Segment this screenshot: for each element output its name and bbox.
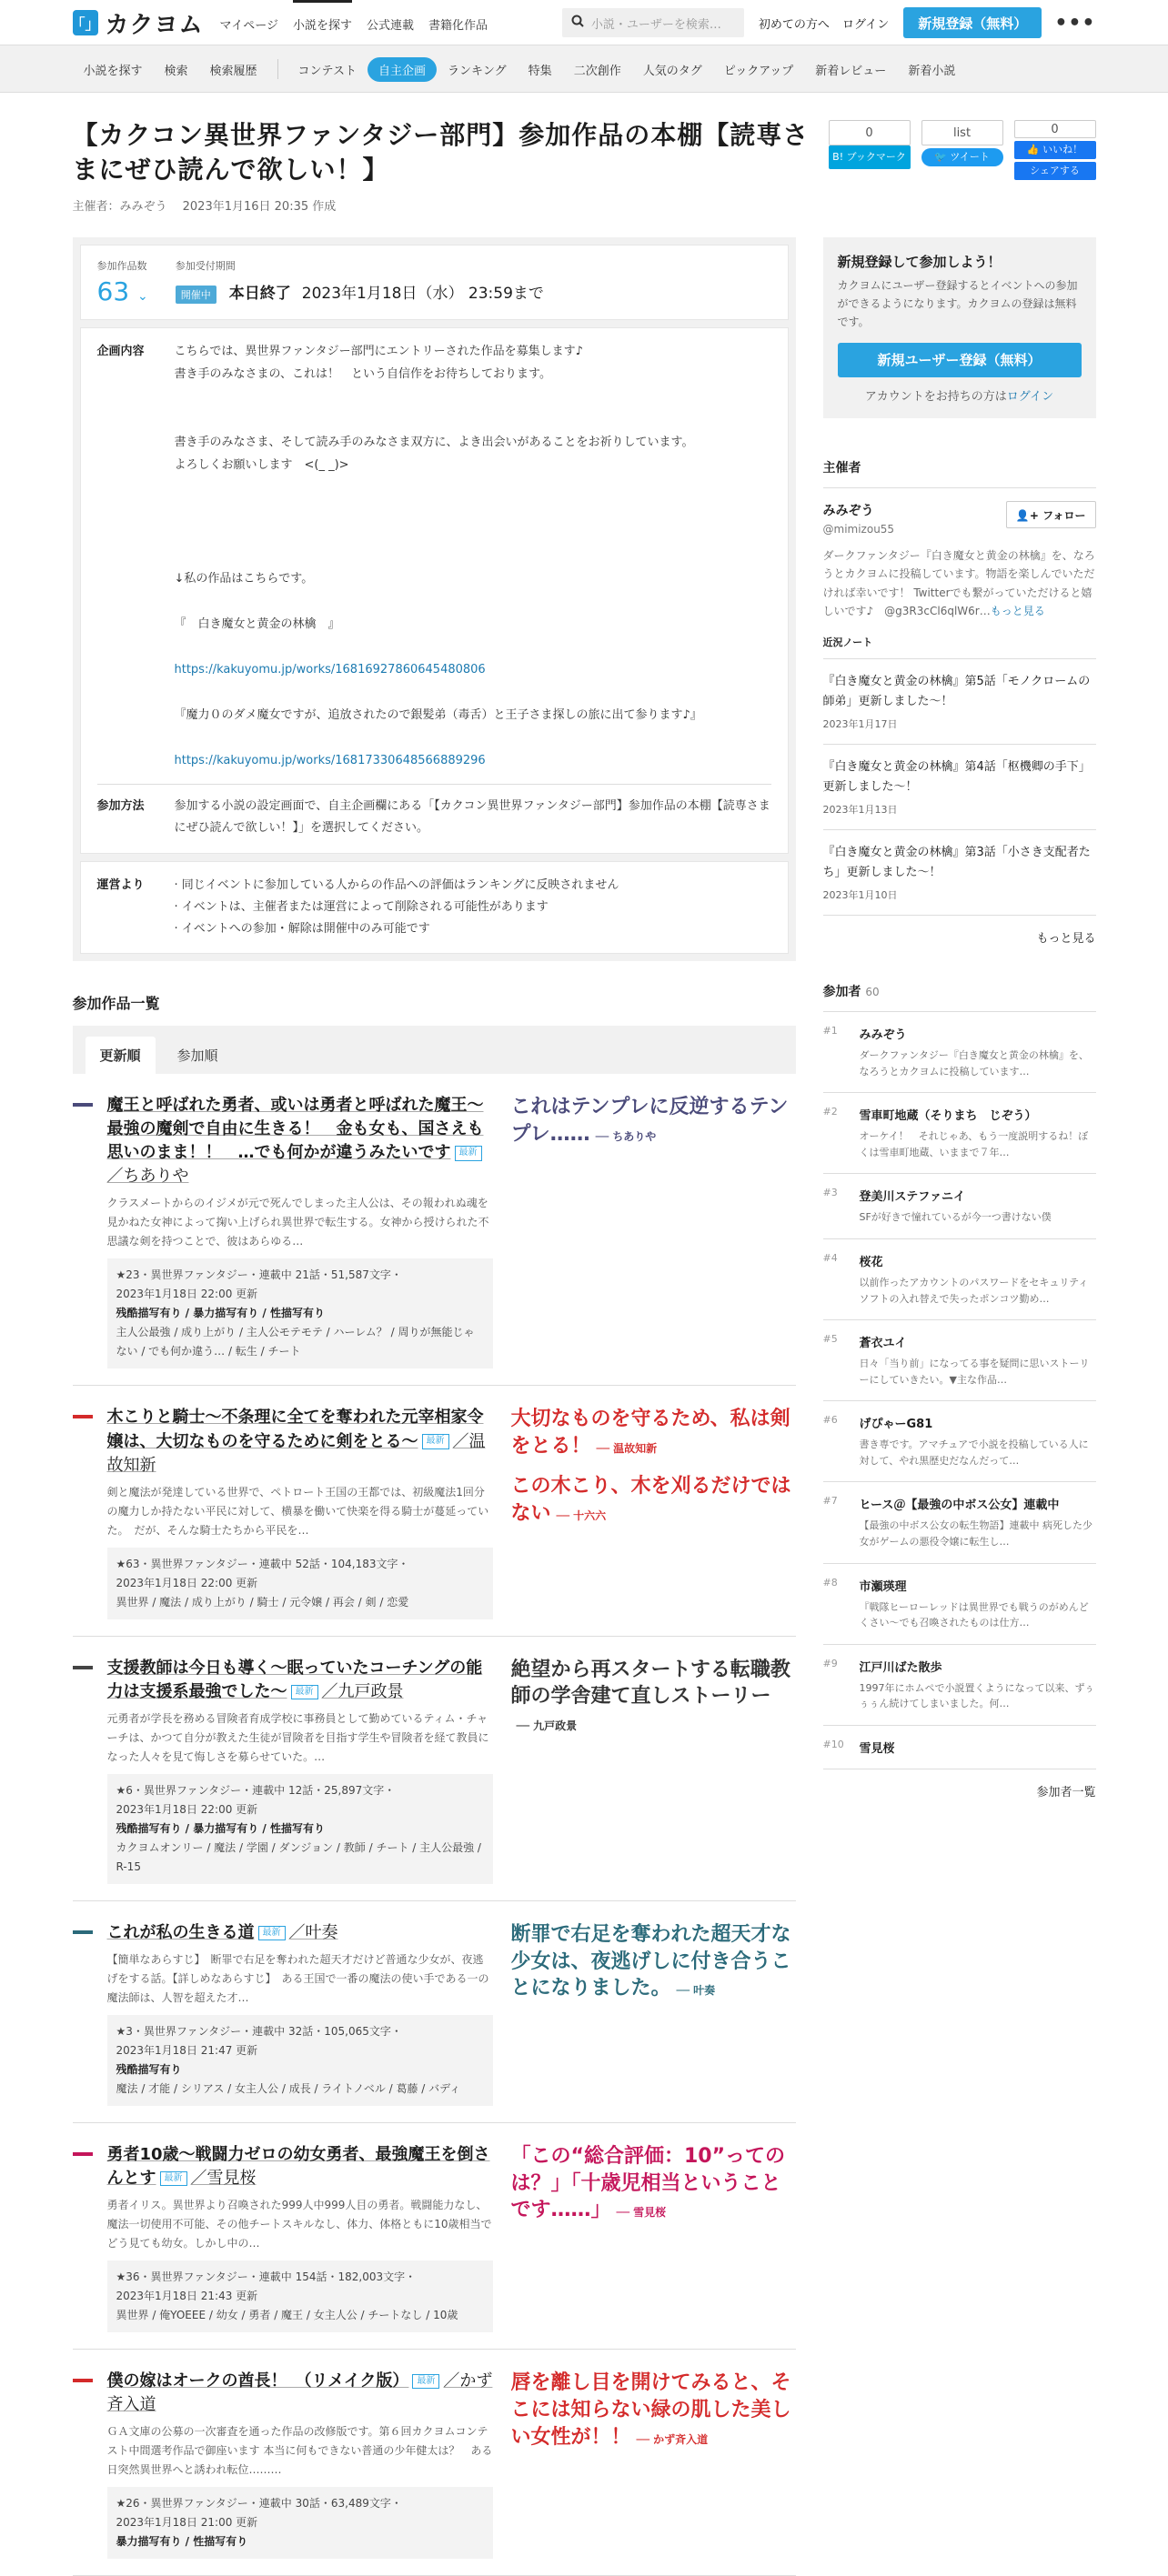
new-badge: 最新 [291,1685,318,1700]
participant-item[interactable]: #7 ヒース＠【最強の中ボス公女】連載中 【最強の中ボス公女の転生物語】連載中 病死した少女がゲームの悪役令嬢に転生し… [823,1482,1096,1563]
work-author[interactable]: ／かず斉入道 [106,2371,493,2415]
participant-item[interactable]: #3 登美川ステファニイ SFが好きで憧れているが今一つ書けない僕 [823,1174,1096,1239]
work-author[interactable]: ／ちありや [106,1167,189,1187]
genre-bar [73,1415,93,1418]
divider [277,59,278,79]
work-catchcopy: 唇を離し目を開けてみると、そこには知らない緑の肌した美しい女性が！！ ── かず斉入道 [510,2371,791,2449]
hatena-bookmark-button[interactable]: B! ブックマーク [829,145,911,169]
logo-text: カクヨム [105,11,204,39]
fb-like-label: いいね！ [1042,144,1083,155]
host-name[interactable]: みみぞう [822,503,874,518]
work-summary: 剣と魔法が発達している世界で、ペトロート王国の王都では、初級魔法1回分の魔力しか持たない平民に対して、横暴を働いて快楽を得る騎士が蔓延っていた。 だが、そんな騎士たちから平民を… [106,1485,489,1537]
share-buttons [829,120,1096,214]
works-tabs [73,1026,796,1074]
nav-mypage[interactable]: マイページ [219,19,278,33]
work-item [73,1901,796,2123]
new-badge: 最新 [422,1434,449,1449]
signup-button[interactable]: 新規ユーザー登録（無料） [838,343,1082,377]
global-nav [220,0,488,45]
work-link-1[interactable]: https://kakuyomu.jp/works/16816927860645480806 [174,662,486,677]
work-link-2[interactable]: https://kakuyomu.jp/works/16817330648566889296 [174,753,486,767]
tab-updated[interactable]: 更新順 [86,1037,156,1074]
ops-label: 運営より [96,877,145,892]
works-heading: 参加作品一覧 [72,995,160,1013]
nav-books[interactable]: 書籍化作品 [428,19,488,33]
work-catchcopy: 断罪で右足を奪われた超天才な少女は、夜逃げしに付き合うことになりました。 ── 叶奏 [510,1922,791,2000]
logo[interactable] [70,6,204,40]
tweet-count: list [921,120,1003,145]
hatena-count: 0 [829,120,911,145]
note-item[interactable]: 『白き魔女と黄金の林檎』第3話「小さき支配者たち」更新しました～！ 2023年1月10日 [823,830,1096,916]
sub-nav [0,45,1168,93]
search-icon [571,15,584,31]
tweet-button[interactable]: 🐦 ツイート [921,148,1003,166]
fb-count: 0 [1014,120,1096,138]
notes-more-link[interactable]: もっと見る [1036,931,1096,946]
new-badge: 最新 [412,2374,439,2390]
subnav-fanfic[interactable]: 二次創作 [573,64,621,78]
subnav-tags[interactable]: 人気のタグ [642,64,702,78]
work-summary: 勇者イリス。異世界より召喚された999人中999人目の勇者。戦闘能力なし、魔法一切使用不可能、その他チートスキルなし、体力、体格ともに10歳相当でどう見ても幼女。しかし中の… [106,2199,492,2250]
work-title[interactable]: 木こりと騎士〜不条理に全てを奪われた元宰相家令嬢は、大切なものを守るために剣をとる〜 最新 ／温故知新 [106,1408,486,1475]
nav-official[interactable]: 公式連載 [367,19,415,33]
login-link[interactable]: ログイン [1006,389,1054,404]
content-label: 企画内容 [96,344,145,358]
tab-joined[interactable]: 参加順 [176,1047,218,1065]
note-item[interactable]: 『白き魔女と黄金の林檎』第5話「モノクロームの師弟」更新しました～！ 2023年1月17日 [823,659,1096,745]
tweet-label: ツイート [950,151,990,163]
end-label: 本日終了 [228,284,291,303]
participant-item[interactable]: #5 蒼衣ユイ 日々「当り前」になってる事を疑問に思いストーリーにしていきたい。▼主な作品… [823,1320,1096,1401]
subnav-contest[interactable]: コンテスト [297,64,357,78]
work-author[interactable]: ／叶奏 [288,1922,338,1942]
work-author[interactable]: ／温故知新 [106,1431,486,1475]
note-item[interactable]: 『白き魔女と黄金の林檎』第4話「枢機卿の手下」更新しました～！ 2023年1月13日 [823,745,1096,830]
participant-item[interactable]: #1 みみぞう ダークファンタジー『白き魔女と黄金の林檎』を、なろうとカクヨムに投稿しています… [823,1012,1096,1093]
work-title[interactable]: 魔王と呼ばれた勇者、或いは勇者と呼ばれた魔王〜最強の魔剣で自由に生きる！ 金も女も、国さえも思いのまま！！ …でも何かが違うみたいです 最新／ちありや [106,1096,484,1187]
work-catchcopy: 大切なものを守るため、私は剣をとる！ ── 温故知新 この木こり、木を刈るだけではない ── 十六六 [510,1408,791,1525]
page-subtitle: 主催者：みみぞう 2023年1月16日 20:35 作成 [72,199,337,214]
participant-item[interactable]: #2 雪車町地蔵（そりまち じぞう） オーケイ！ それじゃあ、もう一度説明するね！ぼくは雪車町地蔵、いままで７年… [823,1093,1096,1174]
signup-box [823,237,1096,418]
subnav-features[interactable]: 特集 [528,64,552,78]
work-item [73,1074,796,1386]
global-header [0,0,1168,45]
status-badge: 開催中 [176,286,216,304]
genre-bar [73,1666,93,1669]
entry-count[interactable]: 63 ⌄ [96,276,148,306]
follow-icon: 👤+ [1015,508,1039,522]
event-info-panel [73,237,796,962]
end-date: 2023年1月18日（水） 23:59まで [301,284,544,303]
work-summary: クラスメートからのイジメが元で死んでしまった主人公は、その報われぬ魂を見かねた女神によって掬い上げられ異世界で転生する。女神から授けられた不思議な剣を持つことで、彼はあらゆる… [106,1197,489,1248]
login-link[interactable]: ログイン [841,17,890,32]
participant-item[interactable]: #8 市瀬瑛理 『戦隊ヒーローレッドは異世界でも戦うのがめんどくさい〜でも召喚されたものは仕方… [823,1564,1096,1645]
work-catchcopy: これはテンプレに反逆するテンプレ…… ── ちありや [510,1096,789,1146]
follow-button[interactable]: 👤+ フォロー [1006,501,1096,528]
work-meta: ★26・異世界ファンタジー・連載中 30話・63,489文字・ 2023年1月18日 21:00 更新 暴力描写有り / 性描写有り [107,2487,493,2559]
subnav-reviews[interactable]: 新着レビュー [815,64,887,78]
subnav-find[interactable]: 小説を探す [83,64,143,78]
subnav-user-events[interactable]: 自主企画 [368,57,437,82]
subnav-search[interactable]: 検索 [164,64,188,78]
method-label: 参加方法 [96,798,145,813]
work-summary: 元勇者が学長を務める冒険者育成学校に事務員として勤めているティム・チャーチは、かつて自分が教えた生徒が冒険者を目指す学生や冒険者を経て教員になった人々を見て悔しさを募らせていた。… [106,1711,489,1763]
method-text: 参加する小説の設定画面で、自主企画欄にある「【カクコン異世界ファンタジー部門】参加作品の本棚【読専さまにぜひ読んで欲しい！】」を選択してください。 [174,798,770,836]
new-badge: 最新 [455,1146,482,1161]
work-author[interactable]: ／雪見桜 [190,2169,257,2189]
genre-bar [73,2152,93,2156]
host-heading: 主催者 [823,458,1096,488]
subnav-history[interactable]: 検索履歴 [209,64,257,78]
period-label: 参加受付期間 [175,259,236,272]
participants-more-link[interactable]: 参加者一覧 [1036,1786,1096,1800]
work-title[interactable]: これが私の生きる道 最新 ／叶奏 [106,1922,338,1942]
more-menu-icon[interactable]: ••• [1054,11,1096,35]
genre-bar [73,2379,93,2382]
work-catchcopy: 絶望から再スタートする転職教師の学舎建て直しストーリー ── 九戸政景 [510,1658,790,1733]
host-more-link[interactable]: もっと見る [990,604,1045,617]
genre-bar [73,1930,93,1934]
register-button[interactable]: 新規登録（無料） [903,7,1042,38]
work-summary: ＧＡ文庫の公募の一次審査を通った作品の改修版です。第６回カクヨムコンテスト中間選考作品で御座います 本当に何もできない普通の少年健太は？ ある日突然異世界へと誘われ転位……… [106,2425,493,2477]
work-meta: ★23・異世界ファンタジー・連載中 21話・51,587文字・ 2023年1月18日 22:00 更新 残酷描写有り / 暴力描写有り / 性描写有り 主人公最強 / 成り上がり / 主人公モテモテ / ハーレム？ / 周りが無能じゃない / でも何か違う… / 転生 / チート [107,1258,493,1368]
search-input[interactable] [562,8,744,37]
subnav-new-novels[interactable]: 新着小説 [908,64,956,78]
event-content: こちらでは、異世界ファンタジー部門にエントリーされた作品を募集します♪ 書き手のみなさまの、これは！ という自信作をお待ちしております。 書き手のみなさま、そして読み手のみなさま双方に、よき出会いがあることをお祈りしています。 よろしくお願いします <(_ _)> ↓私の作品はこちらです。 『 白き魔女と黄金の林檎 』 https://kakuyomu.jp/works/16816927860645480806 『魔力０のダメ魔女ですが、追放されたので銀髪弟（毒舌）と王子さま探しの旅に出て参ります♪』 https://kakuyomu.jp/works/16817330648566889296 [174,344,702,767]
work-meta: ★36・異世界ファンタジー・連載中 154話・182,003文字・ 2023年1月18日 21:43 更新 異世界 / 俺YOEEE / 幼女 / 勇者 / 魔王 / 女主人公 / チートなし / 10歳 [107,2260,493,2332]
subnav-ranking[interactable]: ランキング [448,64,507,78]
host-id: @mimizou55 [822,522,895,536]
new-badge: 最新 [160,2171,187,2187]
logo-mark: 「」 [73,10,98,35]
participant-item[interactable]: #9 江戸川ばた散歩 1997年にホムペで小説置くようになって以来、ずぅぅぅん続けてしまいました。何… [823,1645,1096,1726]
work-item [73,2350,796,2576]
genre-bar [73,1103,93,1107]
signup-title: 新規登録して参加しよう！ [837,253,1002,270]
work-meta: ★63・異世界ファンタジー・連載中 52話・104,183文字・ 2023年1月18日 22:00 更新 異世界 / 魔法 / 成り上がり / 騎士 / 元令嬢 / 再会 / 剣 / 恋愛 [107,1548,493,1619]
work-title[interactable]: 支援教師は今日も導く～眠っていたコーチングの能力は支援系最強でした～ 最新 ／九戸政景 [106,1658,483,1701]
page-title: 【カクコン異世界ファンタジー部門】参加作品の本棚【読専さまにぜひ読んで欲しい！】 [72,120,810,185]
work-catchcopy: 「この“総合評価：10”ってのは？」「十歳児相当ということです……」 ── 雪見桜 [510,2145,786,2222]
participant-item[interactable]: #10 雪見桜 [823,1726,1096,1769]
ops-notes: · 同じイベントに参加している人からの作品への評価はランキングに反映されません · イベントは、主催者または運営によって削除される可能性があります · イベントへの参加・解除は開催中のみ可能です [174,877,619,937]
work-meta: ★6・異世界ファンタジー・連載中 12話・25,897文字・ 2023年1月18日 22:00 更新 残酷描写有り / 暴力描写有り / 性描写有り カクヨムオンリー / 魔法 / 学園 / ダンジョン / 教師 / チート / 主人公最強 / R-15 [107,1774,493,1884]
host-description: ダークファンタジー『白き魔女と黄金の林檎』を、なろうとカクヨムに投稿しています。物語を楽しんでいただければ幸いです！ Twitterでも繋がっていただけると嬉しいです♪ @g3R3cCl6qlW6r…もっと見る [822,548,1095,617]
beginners-link[interactable]: 初めての方へ [758,17,830,32]
participant-item[interactable]: #4 桜花 以前作ったアカウントのパスワードをセキュリティソフトの入れ替えで失ったポンコツ勤め… [823,1239,1096,1320]
work-author[interactable]: ／九戸政景 [321,1681,404,1701]
signup-text: カクヨムにユーザー登録するとイベントへの参加ができるようになります。カクヨムの登録は無料です。 [837,278,1078,329]
work-title[interactable]: 勇者10歳～戦闘力ゼロの幼女勇者、最強魔王を倒さんとす 最新 ／雪見桜 [106,2145,490,2189]
fb-share-button[interactable]: シェアする [1014,162,1096,180]
work-summary: 【簡単なあらすじ】 断罪で右足を奪われた超天才だけど普通な少女が、夜逃げをする話。【詳しめなあらすじ】 ある王国で一番の魔法の使い手である一の魔法師は、人智を超えた才… [106,1953,489,2005]
entry-count-label: 参加作品数 [96,259,147,272]
new-badge: 最新 [258,1926,286,1941]
nav-find-novels[interactable]: 小説を探す [293,0,352,45]
work-item [73,1386,796,1636]
subnav-pickup[interactable]: ピックアップ [723,64,794,78]
work-title[interactable]: 僕の嫁はオークの酋長！ （リメイク版） 最新 ／かず斉入道 [106,2371,493,2415]
work-meta: ★3・異世界ファンタジー・連載中 32話・105,065文字・ 2023年1月18日 21:47 更新 残酷描写有り 魔法 / 才能 / シリアス / 女主人公 / 成長 / ライトノベル / 葛藤 / バディ [107,2015,493,2106]
notes-heading: 近況ノート [823,635,1096,659]
chevron-down-icon: ⌄ [137,288,148,304]
account-text: アカウントをお持ちの方はログイン [864,389,1054,404]
participant-item[interactable]: #6 げぴゃーG81 書き専です。アマチュアで小説を投稿している人に対して、やれ黒歴史だなんだって… [823,1401,1096,1482]
participants-heading: 参加者 60 [823,982,1096,1012]
fb-like-button[interactable]: 👍 いいね！ [1014,141,1096,159]
search-placeholder: 小説・ユーザーを検索… [590,17,721,32]
work-item [73,2123,796,2350]
work-item [73,1637,796,1901]
